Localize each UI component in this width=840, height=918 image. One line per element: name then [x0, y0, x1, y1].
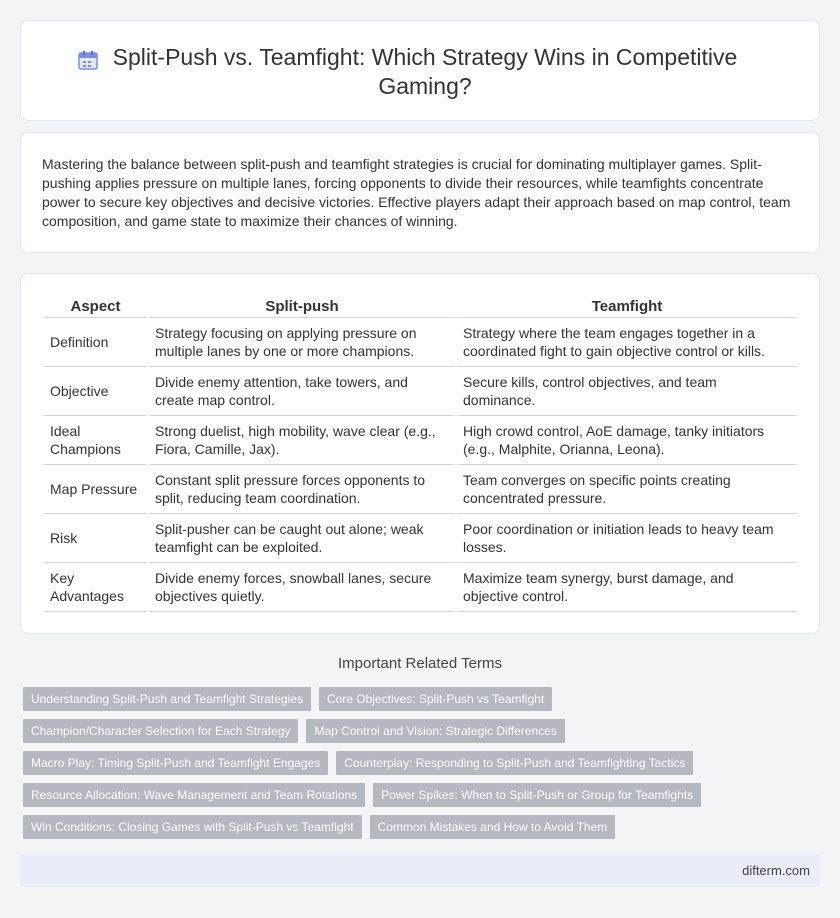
related-term-link[interactable]: Power Spikes: When to Split-Push or Group for Teamfights [373, 783, 701, 807]
page-title: Split-Push vs. Teamfight: Which Strategy Wins in Competitive Gaming? [112, 44, 738, 99]
header-teamfight: Teamfight [457, 294, 797, 318]
table-row [44, 514, 797, 563]
related-terms-list [23, 687, 723, 847]
aspect-cell: Definition [44, 318, 147, 367]
table-row [44, 465, 797, 514]
related-term-link[interactable]: Understanding Split-Push and Teamfight Strategies [23, 687, 311, 711]
split-push-cell: Split-pusher can be caught out alone; weak teamfight can be exploited. [149, 514, 455, 563]
split-push-cell: Strong duelist, high mobility, wave clear (e.g., Fiora, Camille, Jax). [149, 416, 455, 465]
teamfight-cell: Team converges on specific points creating concentrated pressure. [457, 465, 797, 514]
comparison-table [42, 294, 799, 612]
intro-card [20, 132, 820, 253]
related-term-link[interactable]: Core Objectives: Split-Push vs Teamfight [319, 687, 552, 711]
aspect-cell: Objective [44, 367, 147, 416]
table-row [44, 367, 797, 416]
aspect-cell: Key Advantages [44, 563, 147, 612]
table-row [44, 416, 797, 465]
split-push-cell: Divide enemy attention, take towers, and create map control. [149, 367, 455, 416]
comparison-table-card [20, 273, 820, 634]
aspect-cell: Risk [44, 514, 147, 563]
related-term-link[interactable]: Champion/Character Selection for Each Strategy [23, 719, 298, 743]
table-row [44, 318, 797, 367]
related-term-link[interactable]: Resource Allocation: Wave Management and Team Rotations [23, 783, 365, 807]
aspect-cell: Ideal Champions [44, 416, 147, 465]
teamfight-cell: High crowd control, AoE damage, tanky initiators (e.g., Malphite, Orianna, Leona). [457, 416, 797, 465]
intro-paragraph: Mastering the balance between split-push and teamfight strategies is crucial for dominating multiplayer games. Split-pushing applies pressure on multiple lanes, forcing opponents to divide their resources, while teamfights concentrate power to secure key objectives and decisive victories. Effective players adapt their approach based on map control, team composition, and game state to maximize their chances of winning. [42, 156, 791, 229]
header-card [20, 20, 820, 121]
related-term-link[interactable]: Common Mistakes and How to Avoid Them [370, 815, 616, 839]
table-row [44, 563, 797, 612]
split-push-cell: Constant split pressure forces opponents to split, reducing team coordination. [149, 465, 455, 514]
related-terms-heading: Important Related Terms [338, 655, 502, 672]
site-link[interactable]: difterm.com [742, 863, 810, 878]
teamfight-cell: Strategy where the team engages together in a coordinated fight to gain objective control or kills. [457, 318, 797, 367]
teamfight-cell: Secure kills, control objectives, and team dominance. [457, 367, 797, 416]
split-push-cell: Strategy focusing on applying pressure on multiple lanes by one or more champions. [149, 318, 455, 367]
split-push-cell: Divide enemy forces, snowball lanes, secure objectives quietly. [149, 563, 455, 612]
footer [20, 854, 820, 887]
header-aspect: Aspect [44, 294, 147, 318]
teamfight-cell: Poor coordination or initiation leads to heavy team losses. [457, 514, 797, 563]
aspect-cell: Map Pressure [44, 465, 147, 514]
header-split-push: Split-push [149, 294, 455, 318]
table-header-row [44, 294, 797, 318]
related-term-link[interactable]: Map Control and Vision: Strategic Differences [306, 719, 564, 743]
related-term-link[interactable]: Macro Play: Timing Split-Push and Teamfight Engages [23, 751, 328, 775]
related-term-link[interactable]: Counterplay: Responding to Split-Push and Teamfighting Tactics [336, 751, 693, 775]
related-term-link[interactable]: Win Conditions: Closing Games with Split-Push vs Teamfight [23, 815, 362, 839]
teamfight-cell: Maximize team synergy, burst damage, and objective control. [457, 563, 797, 612]
